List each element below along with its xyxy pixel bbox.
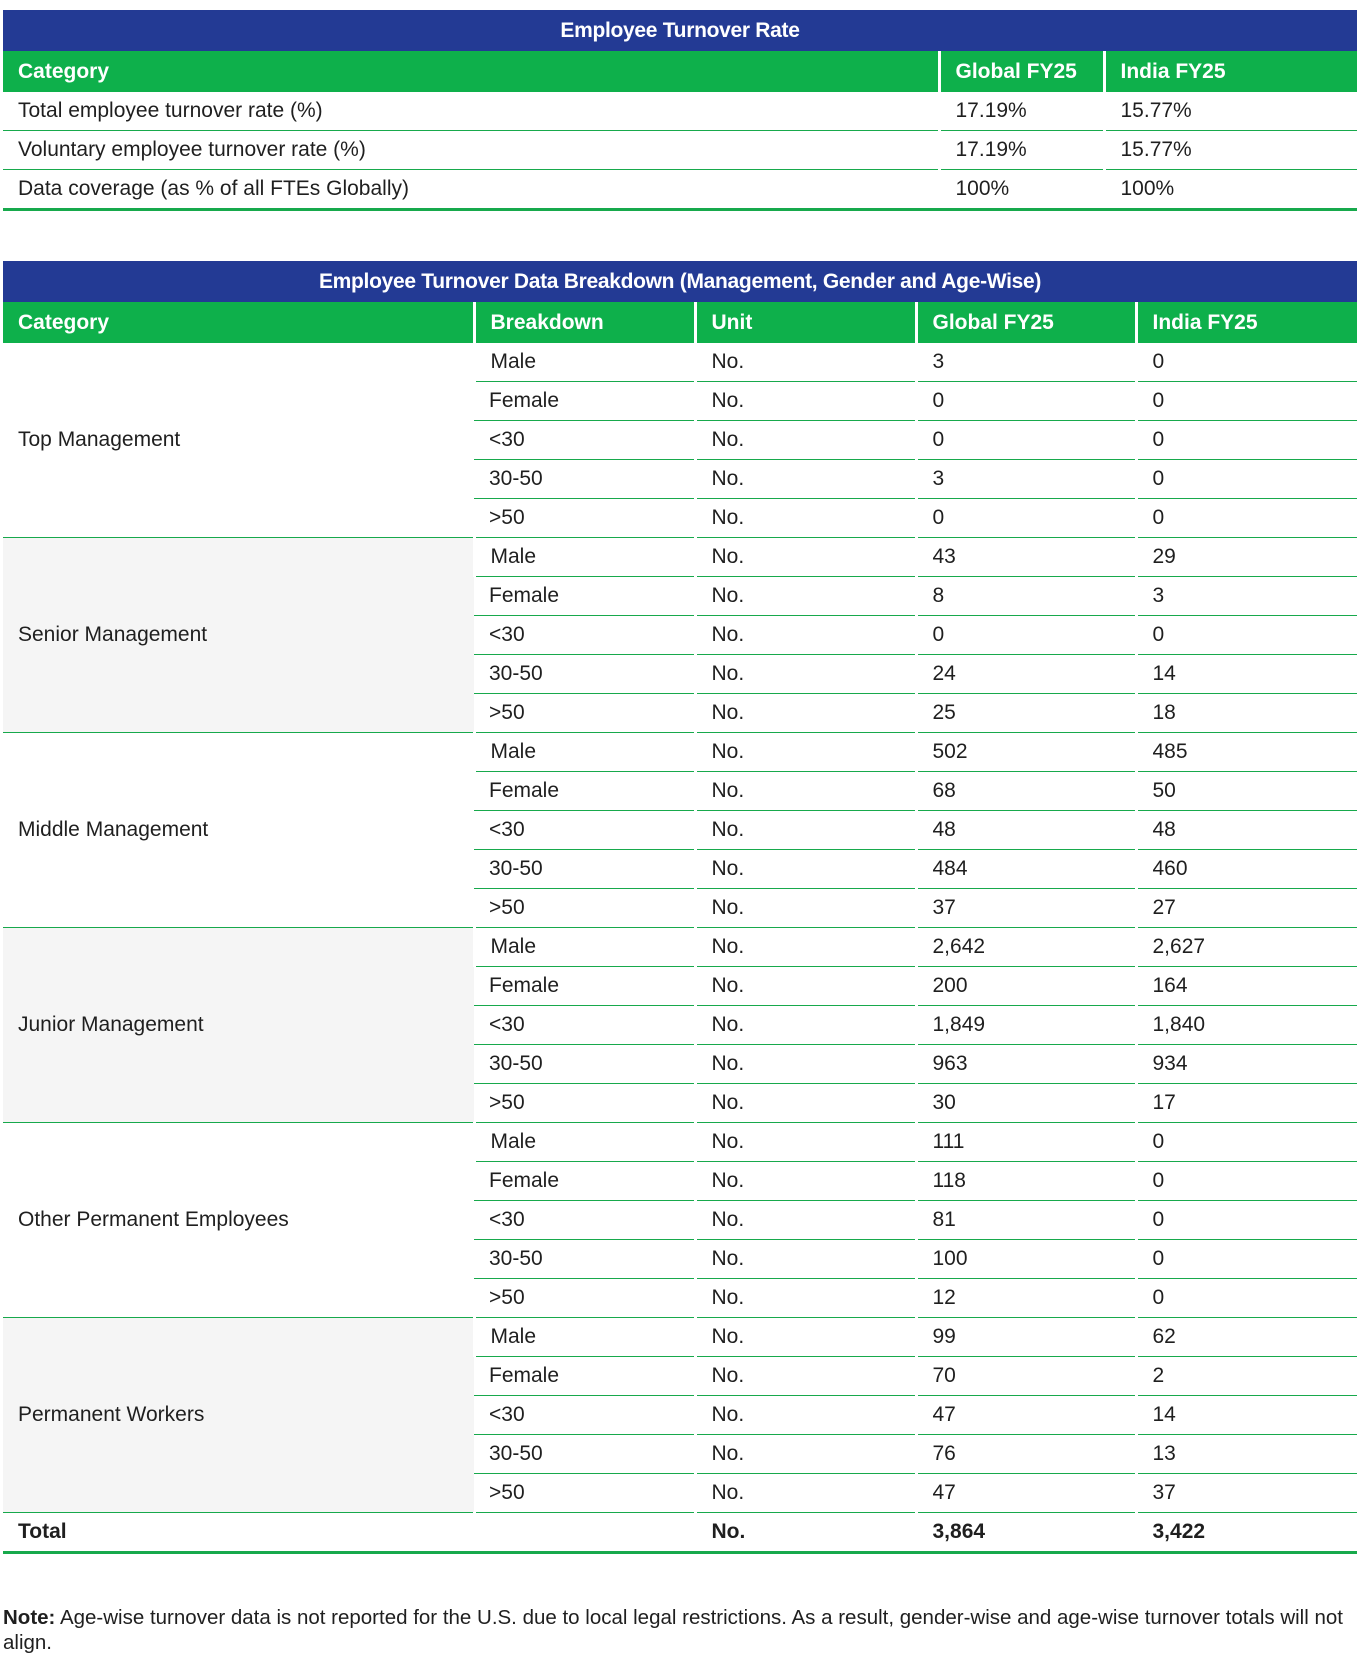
table-cell: 3 [916,460,1136,499]
table-cell: Total employee turnover rate (%) [3,92,939,131]
table-cell: 30-50 [474,1435,695,1474]
table-cell: No. [695,538,916,577]
table-cell: 100% [939,170,1104,210]
table-cell: No. [695,616,916,655]
table-cell: 2,627 [1136,928,1357,967]
table-cell: 17.19% [939,131,1104,170]
table-cell: 48 [1136,811,1357,850]
table-cell: 164 [1136,967,1357,1006]
total-cell: Total [3,1513,474,1553]
table-row [3,92,1357,131]
note-label: Note: [3,1606,56,1629]
table-cell: Male [474,1318,695,1357]
table-cell: 62 [1136,1318,1357,1357]
table-cell: No. [695,343,916,382]
table-cell: Female [474,577,695,616]
table-cell: No. [695,1279,916,1318]
total-cell: 3,422 [1136,1513,1357,1553]
table-cell: Male [474,1123,695,1162]
column-header: Category [3,302,474,343]
table-cell: 14 [1136,655,1357,694]
table-cell: 76 [916,1435,1136,1474]
table-cell: 0 [1136,499,1357,538]
table-cell: No. [695,772,916,811]
table-cell: No. [695,1318,916,1357]
table-cell: 70 [916,1357,1136,1396]
column-header: Global FY25 [916,302,1136,343]
table-cell: 934 [1136,1045,1357,1084]
table-cell: 30-50 [474,1240,695,1279]
table-cell: Female [474,382,695,421]
turnover-breakdown-section [3,261,1357,1554]
table-cell: 30-50 [474,655,695,694]
table-cell: 111 [916,1123,1136,1162]
table-cell: No. [695,382,916,421]
table-cell: 25 [916,694,1136,733]
table-cell: 30-50 [474,1045,695,1084]
table-cell: 27 [1136,889,1357,928]
table-cell: <30 [474,421,695,460]
table-cell: 2 [1136,1357,1357,1396]
table-cell: 2,642 [916,928,1136,967]
table-cell: No. [695,811,916,850]
table-cell: 0 [1136,616,1357,655]
table-cell: 48 [916,811,1136,850]
table-cell: 37 [916,889,1136,928]
column-header: Unit [695,302,916,343]
table-cell: No. [695,499,916,538]
table-cell: >50 [474,889,695,928]
table-cell: No. [695,1435,916,1474]
table-row [3,1318,1357,1357]
table-cell: Voluntary employee turnover rate (%) [3,131,939,170]
table-cell: 17.19% [939,92,1104,131]
table-cell: 963 [916,1045,1136,1084]
category-cell: Middle Management [3,733,474,928]
table-cell: 18 [1136,694,1357,733]
table-cell: >50 [474,694,695,733]
table-cell: Female [474,967,695,1006]
table-row [3,733,1357,772]
table-cell: 460 [1136,850,1357,889]
table-cell: 0 [1136,421,1357,460]
table-cell: 0 [1136,1162,1357,1201]
table-cell: Male [474,538,695,577]
table-cell: Female [474,1162,695,1201]
table-cell: 0 [916,382,1136,421]
turnover-rate-section [3,10,1357,211]
table-cell: 24 [916,655,1136,694]
table-cell: 100% [1104,170,1357,210]
table-cell: Male [474,733,695,772]
category-cell: Senior Management [3,538,474,733]
table-title: Employee Turnover Rate [3,10,1357,51]
column-header: Breakdown [474,302,695,343]
table-cell: 3 [916,343,1136,382]
turnover-breakdown-table [3,261,1357,1554]
table-cell: 0 [916,616,1136,655]
table-cell: No. [695,1123,916,1162]
table-cell: 0 [1136,460,1357,499]
table-cell: 1,840 [1136,1006,1357,1045]
table-row [3,131,1357,170]
table-cell: Male [474,343,695,382]
table-cell: No. [695,928,916,967]
table-cell: 13 [1136,1435,1357,1474]
table-cell: 484 [916,850,1136,889]
table-cell: 0 [1136,1240,1357,1279]
table-row [3,170,1357,210]
table-cell: >50 [474,499,695,538]
table-cell: 81 [916,1201,1136,1240]
table-cell: <30 [474,1201,695,1240]
table-cell: No. [695,694,916,733]
total-row [3,1513,1357,1553]
table-cell: 8 [916,577,1136,616]
table-cell: 3 [1136,577,1357,616]
table-cell: No. [695,850,916,889]
category-cell: Top Management [3,343,474,538]
table-cell: 12 [916,1279,1136,1318]
table-cell: 0 [916,499,1136,538]
table-cell: No. [695,1240,916,1279]
total-cell: No. [695,1513,916,1553]
table-row [3,928,1357,967]
column-header: Global FY25 [939,51,1104,92]
table-cell: 47 [916,1474,1136,1513]
table-cell: 15.77% [1104,131,1357,170]
table-cell: 502 [916,733,1136,772]
table-cell: 15.77% [1104,92,1357,131]
table-cell: No. [695,1006,916,1045]
table-cell: No. [695,421,916,460]
table-cell: 0 [1136,382,1357,421]
column-header: India FY25 [1136,302,1357,343]
total-cell [474,1513,695,1553]
table-cell: 17 [1136,1084,1357,1123]
table-cell: No. [695,1162,916,1201]
table-row [3,538,1357,577]
table-cell: >50 [474,1084,695,1123]
table-row [3,1123,1357,1162]
table-cell: <30 [474,811,695,850]
column-header: India FY25 [1104,51,1357,92]
table-cell: 200 [916,967,1136,1006]
table-cell: <30 [474,1396,695,1435]
table-cell: 43 [916,538,1136,577]
table-cell: No. [695,1474,916,1513]
table-cell: No. [695,655,916,694]
table-cell: 0 [1136,1279,1357,1318]
table-cell: No. [695,1357,916,1396]
table-cell: No. [695,1396,916,1435]
table-cell: No. [695,1084,916,1123]
table-cell: 100 [916,1240,1136,1279]
table-cell: Female [474,772,695,811]
table-cell: Female [474,1357,695,1396]
table-cell: 0 [1136,1201,1357,1240]
total-cell: 3,864 [916,1513,1136,1553]
table-cell: No. [695,967,916,1006]
table-cell: No. [695,1201,916,1240]
table-title: Employee Turnover Data Breakdown (Management, Gender and Age-Wise) [3,261,1357,302]
table-cell: No. [695,460,916,499]
table-cell: 0 [1136,343,1357,382]
table-cell: 0 [916,421,1136,460]
category-cell: Junior Management [3,928,474,1123]
footnote [3,1605,1343,1655]
table-cell: 118 [916,1162,1136,1201]
column-header: Category [3,51,939,92]
table-cell: 47 [916,1396,1136,1435]
table-cell: 37 [1136,1474,1357,1513]
table-cell: 68 [916,772,1136,811]
note-text: Age-wise turnover data is not reported for the U.S. due to local legal restrictions. As a result, gender-wise and age-wise turnover totals will not align. [3,1606,1343,1654]
turnover-rate-table [3,10,1357,211]
table-cell: >50 [474,1474,695,1513]
table-cell: 1,849 [916,1006,1136,1045]
table-cell: 30-50 [474,460,695,499]
table-cell: 30 [916,1084,1136,1123]
table-cell: No. [695,577,916,616]
table-cell: Data coverage (as % of all FTEs Globally) [3,170,939,210]
table-cell: <30 [474,616,695,655]
table-cell: 485 [1136,733,1357,772]
table-cell: No. [695,1045,916,1084]
table-cell: 29 [1136,538,1357,577]
table-cell: No. [695,889,916,928]
table-cell: 0 [1136,1123,1357,1162]
table-row [3,343,1357,382]
category-cell: Other Permanent Employees [3,1123,474,1318]
table-cell: Male [474,928,695,967]
table-cell: 30-50 [474,850,695,889]
category-cell: Permanent Workers [3,1318,474,1513]
table-cell: No. [695,733,916,772]
table-cell: <30 [474,1006,695,1045]
table-cell: 99 [916,1318,1136,1357]
table-cell: 50 [1136,772,1357,811]
table-cell: 14 [1136,1396,1357,1435]
table-cell: >50 [474,1279,695,1318]
